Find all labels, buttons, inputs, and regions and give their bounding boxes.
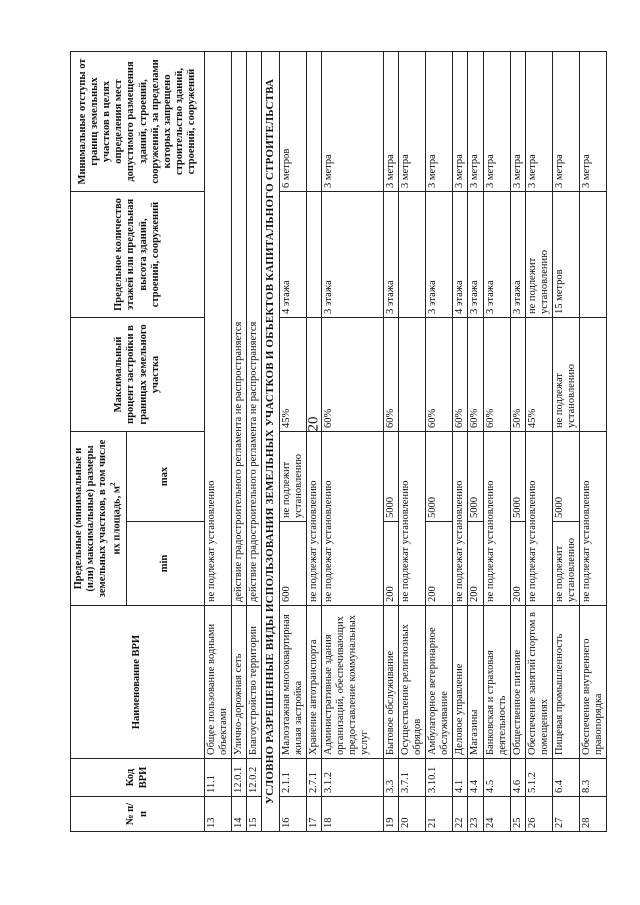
table-cell: Административные здания организаций, обеспечивающих предоставление коммунальных услуг <box>322 606 384 759</box>
table-cell: не подлежит установлению <box>552 522 579 606</box>
table-cell: 3 метра <box>579 52 606 192</box>
table-cell: 5000 <box>468 432 483 522</box>
table-cell: 25 <box>510 797 525 832</box>
table-cell: 60% <box>468 318 483 432</box>
table-cell: 3 этажа <box>426 192 453 318</box>
table-cell: 3.7.1 <box>399 759 426 797</box>
table-cell: 3 метра <box>384 52 399 192</box>
cell-name: Улично-дорожная сеть <box>232 606 247 759</box>
table-cell <box>307 52 322 192</box>
table-cell: 8.3 <box>579 759 606 797</box>
cell-merged: действие градостроительного регламента не распространяется <box>247 52 262 606</box>
table-cell: 3 метра <box>322 52 384 192</box>
table-cell: 28 <box>579 797 606 832</box>
table-cell: 600 <box>279 522 306 606</box>
table-cell: 4 этажа <box>453 192 468 318</box>
table-cell: 4.6 <box>510 759 525 797</box>
regulations-table <box>70 51 607 832</box>
cell-num: 14 <box>232 797 247 832</box>
table-cell: 26 <box>525 797 552 832</box>
page-number: 20 <box>305 416 322 432</box>
table-cell: 15 метров <box>552 192 579 318</box>
header-area: Предельные (минимальные и (или) максимальные) размеры земельных участков, в том числе их площадь, $м^2$ <box>71 432 127 606</box>
table-cell: 23 <box>468 797 483 832</box>
table-row <box>426 52 453 832</box>
table-row <box>322 52 384 832</box>
table-cell <box>307 192 322 318</box>
cell-code: 12.0.1 <box>232 759 247 797</box>
section-title: УСЛОВНО РАЗРЕШЕННЫЕ ВИДЫ ИСПОЛЬЗОВАНИЯ ЗЕМЕЛЬНЫХ УЧАСТКОВ И ОБЪЕКТОВ КАПИТАЛЬНОГО СТРОИТЕЛЬСТВА <box>262 52 280 832</box>
table-cell: 3 этажа <box>510 192 525 318</box>
table-cell: 2.1.1 <box>279 759 306 797</box>
header-name: Наименование ВРИ <box>71 606 205 759</box>
table-cell: Пищевая промышленность <box>552 606 579 759</box>
table-cell: 3 этажа <box>322 192 384 318</box>
table-row <box>552 52 579 832</box>
table-cell: 3 этажа <box>483 192 510 318</box>
header-min: min <box>127 522 205 606</box>
table-cell: не подлежат установлению <box>579 432 606 606</box>
cell-code: 12.0.2 <box>247 759 262 797</box>
table-cell: 4.5 <box>483 759 510 797</box>
section-header-row <box>262 52 280 832</box>
table-row <box>483 52 510 832</box>
table-row <box>247 52 262 832</box>
table-cell: 4.4 <box>468 759 483 797</box>
table-cell: не подлежат установлению <box>453 432 468 606</box>
table-cell: Бытовое обслуживание <box>384 606 399 759</box>
table-cell: не подлежит установлению <box>525 192 552 318</box>
table-cell: не подлежат установлению <box>399 432 426 606</box>
table-cell: 16 <box>279 797 306 832</box>
header-num: № п/п <box>71 797 205 832</box>
table-row <box>468 52 483 832</box>
table-cell: 27 <box>552 797 579 832</box>
table-cell: Общественное питание <box>510 606 525 759</box>
table-cell: 21 <box>426 797 453 832</box>
table-cell: Малоэтажная многоквартирная жилая застройка <box>279 606 306 759</box>
table-cell: 200 <box>468 522 483 606</box>
header-max: max <box>127 432 205 522</box>
table-cell: не подлежат установлению <box>322 432 384 606</box>
table-row <box>525 52 552 832</box>
rotated-table-container <box>70 52 636 832</box>
cell-name: Общее пользование водными объектами <box>205 606 232 759</box>
table-cell: Хранение автотранспорта <box>307 606 322 759</box>
table-cell: 3.1.2 <box>322 759 384 797</box>
table-cell: 3 этажа <box>384 192 399 318</box>
table-cell: Обеспечение внутреннего правопорядка <box>579 606 606 759</box>
table-cell: 3.3 <box>384 759 399 797</box>
table-row <box>384 52 399 832</box>
cell-num: 15 <box>247 797 262 832</box>
cell-name: Благоустройство территории <box>247 606 262 759</box>
table-cell: Банковская и страховая деятельность <box>483 606 510 759</box>
table-cell: Осуществление религиозных обрядов <box>399 606 426 759</box>
header-percent: Максимальный процент застройки в границах земельного участка <box>71 318 205 432</box>
table-cell: 200 <box>510 522 525 606</box>
table-cell: 5000 <box>426 432 453 522</box>
table-row <box>399 52 426 832</box>
table-cell: Деловое управление <box>453 606 468 759</box>
table-cell <box>399 192 426 318</box>
table-cell: 60% <box>483 318 510 432</box>
table-cell: 45% <box>279 318 306 432</box>
table-cell: 24 <box>483 797 510 832</box>
table-cell: 3.10.1 <box>426 759 453 797</box>
table-cell: 3 метра <box>483 52 510 192</box>
table-cell: Магазины <box>468 606 483 759</box>
table-cell: 6 метров <box>279 52 306 192</box>
table-cell: 3 метра <box>552 52 579 192</box>
header-setback: Минимальные отступы от границ земельных участков в целях определения мест допустимого размещения зданий, строений, сооружений, за пределами которых запрещено строительство зданий, строений, сооружений <box>71 52 205 192</box>
table-cell: 200 <box>384 522 399 606</box>
table-cell: Обеспечение занятий спортом в помещениях <box>525 606 552 759</box>
table-cell: 2.7.1 <box>307 759 322 797</box>
table-row <box>579 52 606 832</box>
table-cell: не подлежит установлению <box>279 432 306 522</box>
table-cell: 60% <box>453 318 468 432</box>
table-cell: не подлежат установлению <box>552 318 579 432</box>
table-cell: Амбулаторное ветеринарное обслуживание <box>426 606 453 759</box>
table-cell: 60% <box>426 318 453 432</box>
table-cell: 5.1.2 <box>525 759 552 797</box>
table-cell: 18 <box>322 797 384 832</box>
table-cell: 45% <box>525 318 552 432</box>
table-cell: не подлежат установлению <box>525 432 552 606</box>
table-cell: 3 метра <box>510 52 525 192</box>
table-row <box>453 52 468 832</box>
table-cell: 5000 <box>552 432 579 522</box>
table-cell: 5000 <box>384 432 399 522</box>
table-cell: 5000 <box>510 432 525 522</box>
table-row <box>279 52 306 832</box>
table-row <box>205 52 232 832</box>
table-cell <box>579 318 606 432</box>
table-cell: 3 этажа <box>468 192 483 318</box>
table-row <box>307 52 322 832</box>
table-row <box>510 52 525 832</box>
table-cell: 22 <box>453 797 468 832</box>
cell-code: 11.1 <box>205 759 232 797</box>
table-cell: не подлежат установлению <box>483 432 510 606</box>
table-cell: 4.1 <box>453 759 468 797</box>
table-row <box>232 52 247 832</box>
cell-merged: не подлежат установлению <box>205 52 232 606</box>
table-cell: 17 <box>307 797 322 832</box>
table-cell <box>399 318 426 432</box>
table-cell: 3 метра <box>453 52 468 192</box>
table-cell: 20 <box>399 797 426 832</box>
table-cell <box>579 192 606 318</box>
cell-num: 13 <box>205 797 232 832</box>
table-cell: 3 метра <box>525 52 552 192</box>
header-floors: Предельное количество этажей или предельная высота зданий, строений, сооружений <box>71 192 205 318</box>
table-cell: 3 метра <box>399 52 426 192</box>
table-cell <box>307 318 322 432</box>
table-cell: 60% <box>384 318 399 432</box>
table-cell: 4 этажа <box>279 192 306 318</box>
table-cell: 19 <box>384 797 399 832</box>
table-cell: 50% <box>510 318 525 432</box>
table-cell: 3 метра <box>468 52 483 192</box>
table-cell: 6.4 <box>552 759 579 797</box>
table-cell: 3 метра <box>426 52 453 192</box>
table-cell: 200 <box>426 522 453 606</box>
header-code: Код ВРИ <box>71 759 205 797</box>
table-cell: 60% <box>322 318 384 432</box>
table-cell: не подлежат установлению <box>307 432 322 606</box>
cell-merged: действие градостроительного регламента не распространяется <box>232 52 247 606</box>
